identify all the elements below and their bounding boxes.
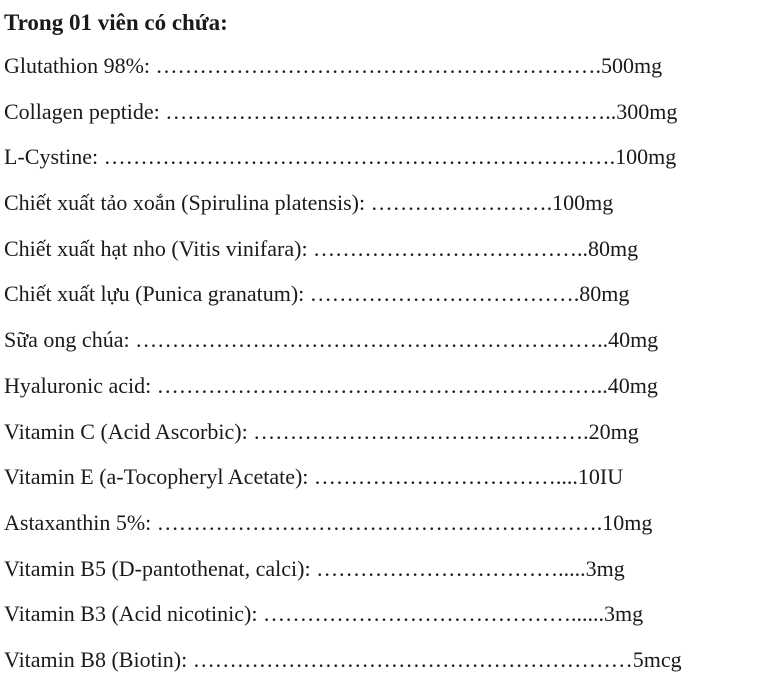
ingredient-row (4, 553, 772, 599)
ingredient-row (4, 96, 772, 142)
ingredient-list (4, 50, 772, 690)
ingredient-text: Chiết xuất hạt nho (Vitis vinifara): ………………………………..80mg (4, 235, 639, 261)
ingredient-text: Chiết xuất tảo xoắn (Spirulina platensis): …………………….100mg (4, 190, 614, 216)
ingredient-row (4, 461, 772, 507)
ingredient-row (4, 598, 772, 644)
ingredient-text: L-Cystine: …………………………………………………………….100mg (4, 144, 677, 170)
ingredient-row (4, 50, 772, 96)
ingredient-text: Sữa ong chúa: ………………………………………………………..40mg (4, 327, 659, 353)
ingredient-text: Vitamin B3 (Acid nicotinic): ……………………………………......3mg (4, 601, 644, 627)
ingredient-text: Vitamin B5 (D-pantothenat, calci): …………………………….....3mg (4, 555, 625, 581)
ingredient-row (4, 187, 772, 233)
ingredient-row (4, 644, 772, 690)
ingredient-row (4, 416, 772, 462)
ingredient-row (4, 324, 772, 370)
ingredient-row (4, 370, 772, 416)
ingredient-text: Vitamin B8 (Biotin): ……………………………………………………5mcg (4, 646, 682, 672)
ingredient-text: Astaxanthin 5%: …………………………………………………….10mg (4, 509, 653, 535)
ingredient-text: Vitamin E (a-Tocopheryl Acetate): ……………………………....10IU (4, 464, 624, 490)
ingredient-row (4, 141, 772, 187)
ingredient-text: Chiết xuất lựu (Punica granatum): ……………………………….80mg (4, 281, 630, 307)
ingredient-row (4, 507, 772, 553)
ingredient-text: Glutathion 98%: …………………………………………………….500mg (4, 53, 663, 78)
ingredient-row (4, 233, 772, 279)
composition-heading: Trong 01 viên có chứa: (4, 10, 228, 35)
ingredient-text: Hyaluronic acid: ……………………………………………………..40mg (4, 372, 658, 398)
ingredient-row (4, 278, 772, 324)
ingredient-text: Vitamin C (Acid Ascorbic): ……………………………………….20mg (4, 418, 639, 444)
ingredient-text: Collagen peptide: ……………………………………………………..300mg (4, 98, 678, 124)
